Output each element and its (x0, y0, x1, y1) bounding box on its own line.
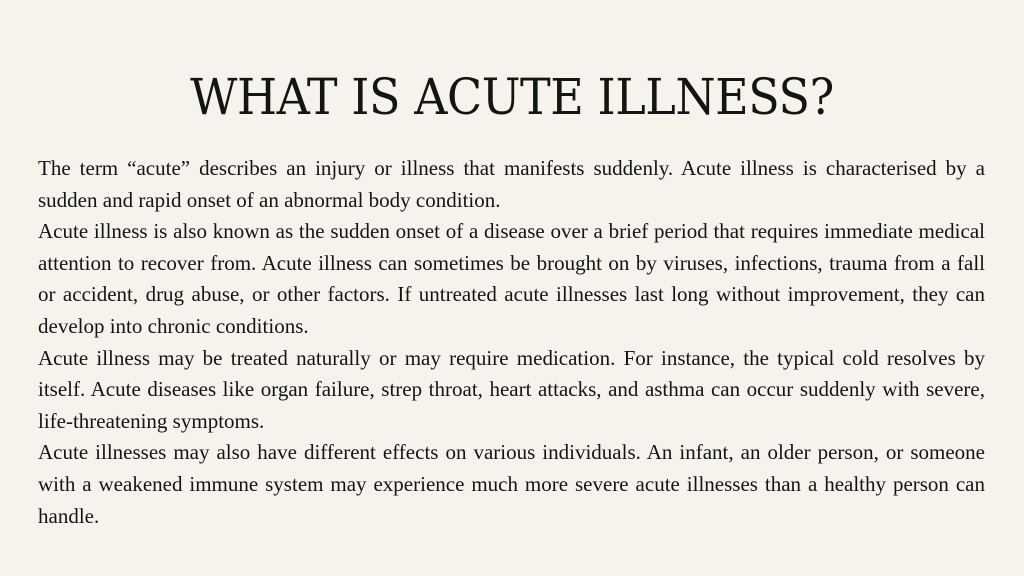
paragraph: Acute illnesses may also have different effects on various individuals. An infant, an older person, or someone with a weakened immune system may experience much more severe acute illnesses than a healthy person can handle. (38, 440, 985, 528)
paragraph: Acute illness may be treated naturally or may require medication. For instance, the typical cold resolves by itself. Acute diseases like organ failure, strep throat, heart attacks, and asthma can occur suddenly with severe, life-threatening symptoms. (38, 345, 985, 433)
paragraph: Acute illness is also known as the sudden onset of a disease over a brief period that requires immediate medical attention to recover from. Acute illness can sometimes be brought on by viruses, infections, trauma from a fall or accident, drug abuse, or other factors. If untreated acute illnesses last long without improvement, they can develop into chronic conditions. (38, 219, 985, 338)
paragraph: The term “acute” describes an injury or illness that manifests suddenly. Acute illness is characterised by a sudden and rapid onset of an abnormal body condition. (38, 156, 985, 212)
slide-body (38, 153, 985, 532)
slide-title: WHAT IS ACUTE ILLNESS? (190, 68, 834, 126)
